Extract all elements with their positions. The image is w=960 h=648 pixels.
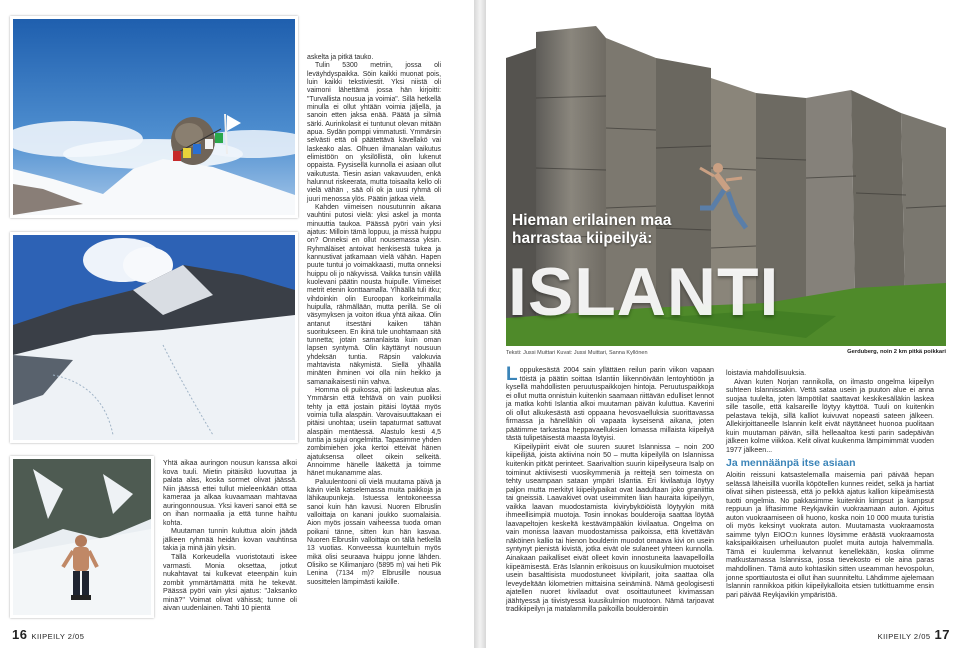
- paragraph: loistavia mahdollisuuksia.: [726, 369, 807, 377]
- paragraph: Kiipeilypiirit eivät ole suuren suuret Islannissa – noin 200 kiipeilijää, joista aktiivina noin 50 – mutta kiipeilyllä on Islannissa kuitenkin pitkät perinteet. Saarivaltion suurin kiipeilyseura Isalp on toiminut aktiivisesti vuosikymmeniä ja reittejä sen toimesta on tehty useampaan sataan ympäri Islantia. Eri kivilaatuja löytyy paljon mutta merkityt kiipeilypaikat ovat laadultaan joko graniittia tai gneissiä. Laavakivet ovat useimmiten liian hauraita kiipeilyyn, vaikka laavan muodostamista kivirybyköiöistä löytyykin mitä ihmeellisimpiä muotoja. Tosin innokas boulderoija saattaa löytää laavapeltojen keskeltä kestävämpääkin kivilaatua. Ongelma on vain monissa laavan muodostamissa paikoissa, että kivettävän näköinen kallio tai hienon boulderin muodot omaava kivi on usein syntynyt pienistä kivistä, jotka eivät ole sulaneet yhteen kunnolla. Ainakaan paikalliset eivät olleet kovin innostuneita laavapelloilla kiipeämisestä. Eräs Islannin erikoisuus on kuusikulmion muotoiset usein basalttisista muodostuneet kivipilarit, joita saattaa olla leveydeltään kilometrien mittaisina seinäminä. Nämä geologisesti ajatellen nuoret kivilaadut ovat osoittautuneet kivimassan jäähtyessä ja tiivistyessä kuusikulmion muotoon. Nämä tarjoavat tradikiipeilyn ja matalammilla paikoilla boulderointiin: [506, 442, 714, 614]
- dropcap: L: [506, 364, 518, 385]
- article-column-right-1: [506, 366, 714, 614]
- title-lead-line2: harrastaa kiipeilyä:: [512, 230, 653, 247]
- paragraph-text: oppukesästä 2004 sain yllättäen reilun parin viikon vapaan töistä ja päätin soittaa Islantiin liikennöivään lentoyhtiöön ja kysellä mahdollisten peruutuspaikkojen hintoja. Peruutuspaikkoja ei ollut mutta onnistuin kuitenkin saamaan riittävän edulliset lennot ja matka kohti Islantia alkoi muutaman päivän kuluttua. Kaverini oli ollut alkukesästä asti oppaana hevosvaelluksia suorittavassa firmassa ja hänelläkin oli vapaata kyseisenä aikana, joten päätimme tarkastaa heppavaelluksien lomassa millaista kiipeilyä tästä tulipetäisestä maasta löytyisi.: [506, 366, 714, 443]
- right-page: [486, 0, 960, 648]
- page-number: 17: [934, 627, 950, 642]
- paragraph: Muutaman tunnin kuluttua aloin jäädä jälkeen ryhmää heidän kovan vauhtinsa takia ja minä jäin yksin.: [163, 527, 297, 553]
- paragraph: Tulin 5300 metriin, jossa oli leväyhdyspaikka. Söin kaikki muonat pois, luin kaikki tekstiviestit. Yksi niistä oli vaimoni lähettämä jossa hän kirjoitti: "Turvallista nousua ja voimia". Sillä hetkellä minulla ei ollut yhtään voimia jäljellä, ja sanoin etten jaksa enää. Päätä ja silmiä särki. Aurinkolasit ei tuntunut olevan mitään apua. Sydän pomppi vimmatusti. Ymmärsin selvästi että oli päätettävä kävellakö vai laskeako alas. Olhuen ilmanalan vaikutus elimistöön on yksilöllistä, olin lukenut oppaista. Fyysisellä kunnolla ei asiaan ollut vaikutusta. Tiesin asian vakavuuden, enkä halunnut riskeerata, mutta toisaalta kello oli vielä vähän , sää oli ok ja uusi ryhmä oli juuri menossa ylös. Päätin jatkaa vielä.: [307, 62, 441, 203]
- photo-caption: Gerduberg, noin 2 km pitkä poikkari: [847, 349, 946, 355]
- article-column-right-2: [726, 369, 934, 599]
- page-gutter: [474, 0, 486, 648]
- title-big: ISLANTI: [508, 254, 780, 330]
- paragraph: askelta ja pitkä tauko.: [307, 54, 374, 61]
- title-lead-line1: Hieman erilainen maa: [512, 212, 672, 229]
- paragraph: Aloitin reissuni katsastelemalla maisemia pari päivää hepan selässä läheisillä vuorilla köpötellen kunnes reidet, selkä ja hartiat olivat siihen pisteessä, että jo pelkkä ajatus kallion kiipeämisestä tuotti ongelmia. No pakkasimme kuitenkin kimpsut ja kampsut reppuun ja liftasimme Reykjavikiin vuokraamaan auton. Ajoitus auton vuokraamiseen oli huono, koska noin 10 000 muuta turistia oli myös keksinyt vuokrata auton. Muutamasta vuokraamosta saimme tylyn EIOO:n kunnes löysimme eräästä vuokraamosta kaksipaikkaisen urheiluauton puolet muita autoja halvemmalla. Tämä ei kuulemma kelvannut kenellekään, koska olimme matkustamassa Islannissa, jossa tievekosto ei ole aina paras mahdollinen. Tämä auto kohtasikin sitten useamman hevospolun, jonne sporttiautosta ei ollut ihan suunniteltu. Lähdimme ajelemaan Islannin rannikkoa pitkin kiipeilykalloita etsien tutkittuamme ensin pari päivää Reykjavikin ympäristöä.: [726, 471, 934, 599]
- shirtless-climber-on-snow-icon: [13, 459, 151, 615]
- page-folio-right: [878, 627, 950, 642]
- title-lead: [512, 212, 671, 248]
- paragraph: Aivan kuten Norjan rannikolla, on ilmasto ongelma kiipeilyn suhteen Islannissakin. Vettä sataa usein ja puuton alue ei anna suojaa tuulelta, joten lämpötilat saattavat keskikesälläkin laskea sille tasolle, että kalsareille löytyy käyttöä. Tuuli on kuitenkin pelastava tekijä, sillä kalliot kuivuvat nopeasti sateen jälkeen. Allekirjoittaneelle Islannin kelit eivät näyttäneet huonoa puolitaan kuin muutaman päivän, sillä helleaaltoa kesti parin sadepäivän jälkeen kolme viikkoa. Kelit olivat kuukenma lämpimimmät vuoden 1977 jälkeen...: [726, 377, 934, 454]
- paragraph: [506, 366, 714, 443]
- paragraph: Yhtä aikaa auringon nousun kanssa alkoi kova tuuli. Mietin pitäisikö luovuttaa ja palata alas, koska sormet olivat jäässä. Niin jäässä ettei tullut mieleenkään ottaa kameraa ja alkaa kuvaamaan mahtavaa auringonnousua. Yksi kaveri sanoi että se on ihan normaalia ja että tunne haihtu kohta.: [163, 459, 297, 527]
- paragraph: Tällä Korkeudella vuoristotauti iskee varmasti. Monia oksettaa, jotkut nukahtavat tai kulkevat eteenpäin kuin zombit ymmärtämättä mitä he tekevät. Päässä pyöri vain yksi ajatus: "Jaksanko minä?" Voimat olivat vähissä; tunne oli aivan uudenlainen. Tahti 10 pientä: [163, 553, 297, 613]
- summit-photo: [10, 16, 298, 218]
- paragraph: Homma oli puikossa, piti laskeutua alas. Ymmärsin että tehtävä on vain puoliksi tehty ja että jostain pitäisi löytää myös voimia tulla alaspäin. Varovaisuuttakaan ei pitäisi unohtaa; useiin tapaturmat sattuvat alaspäin mentäessä. Alastulo kesti 4,5 tuntia ja sujui ongelmitta. Tapasimme yhden zombimiehen joka kertoi etteivät hänen ajatuksensa olleet oikein selkeitä. Annoimme hänelle lääkettä ja toimme hänet mukanamme alas.: [307, 387, 441, 478]
- summit-cairn-prayer-flags-icon: [13, 19, 295, 215]
- paragraph: Paluulentooni oli vielä muutama päivä ja kävin vielä katselemassa muita paikkoja ja lähikaupunkeja. Istuessa lentokoneessa sanoi kuin hän kavusi. Nuoren Elbruslin valloittaja on kanani joukko suomalaisia. Aion myös jossain vaiheessa tuoda oman poikani tänne, sitten kun hän kasvaa. Nuoren Elbruslin valloittaja on tällä hetkellä 13 vuotias. Konveessa kuunteltuin myös mikä olisi seuraava huippu jonne lähden. Olisiko se Kilimanjaro (5895 m) vai heti Pik Lenina (7134 m)? Elbrusille nousua suosittelen lämpimästi kaikille.: [307, 478, 441, 586]
- photo-credit: Teksti: Jussi Muittari Kuvat: Jussi Muittari, Sanna Kyllönen: [506, 350, 648, 356]
- article-column-left-2: [307, 54, 441, 587]
- glacier-photo: [10, 232, 298, 443]
- paragraph: Kahden viimeisen nousutunnin aikana vauhtini putosi vielä: yksi askel ja monta minuuttia taukoa. Päässä pyöri vain yksi ajatus: Milloin tämä loppuu, ja missä huippu on? Onneksi en ollut nousemassa yksin. Ryhmäläiset antoivat henkisestä tukea ja kannustivat jatkamaan vielä vähän. Hapen puute tuntui jo voimakkaasti, mutta onneksi huippu oli jo näkyvissä. Vaikka tunsin välillä kuolevani päätin nousta huipulle. Viimeiset metrit etenin konttaamalla. Ylhäällä tuli itku; vihdoinkin olin Euroopan korkeimmalla huipulla, rähmällään, mutta perillä. Se oli väsymyksen ja voiton itkua yhtä aikaa. Olin antanut itsestäni kaiken tähän suoritukseen. En ikinä tule unohtamaan sitä tunnetta; jotain samanlaista kuin oman lapsen syntymä. Olin käyttänyt nousuun yhdeksän tuntia. Räpsin valokuvia mahtavista näkymistä. Siellä ylhäällä minäten ihminen voi olla niin heikko ja samanaikaisesti niin vahva.: [307, 203, 441, 386]
- page-folio-left: [12, 627, 84, 642]
- page-number: 16: [12, 627, 28, 642]
- glacier-with-tracks-icon: [13, 235, 295, 440]
- climber-portrait-photo: [10, 456, 154, 618]
- article-column-left-1: [163, 459, 297, 613]
- left-page: [0, 0, 474, 648]
- magazine-name: KIIPEILY 2/05: [877, 632, 931, 641]
- magazine-name: KIIPEILY 2/05: [31, 632, 85, 641]
- subhead: Ja mennäänpä itse asiaan: [726, 457, 856, 470]
